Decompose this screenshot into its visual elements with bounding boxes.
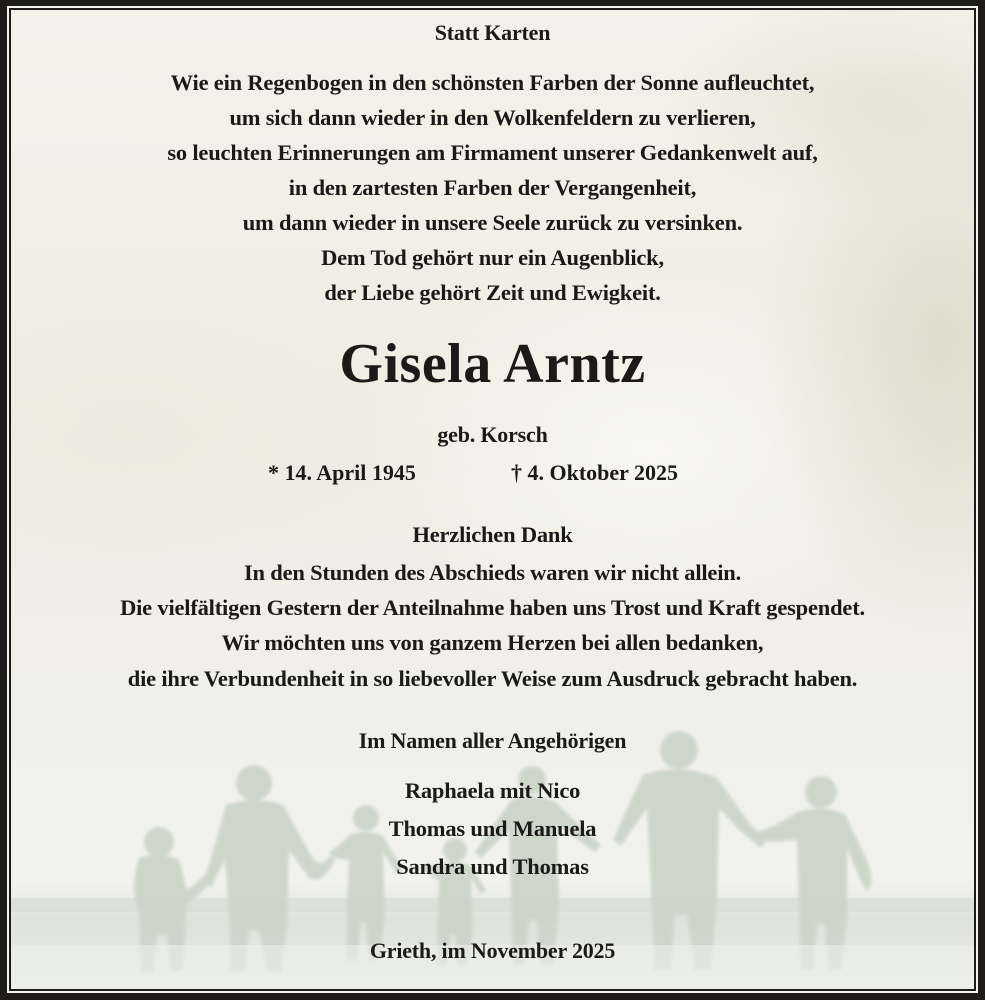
thanks-line: In den Stunden des Abschieds waren wir nicht allein. (243, 560, 741, 585)
place-date: Grieth, im November 2025 (369, 938, 616, 963)
poem-line: um sich dann wieder in den Wolkenfeldern zu verlieren, (229, 105, 756, 130)
notice-paper (11, 10, 974, 989)
poem-line: in den zartesten Farben der Vergangenheit, (288, 175, 697, 200)
mourner-name: Raphaela mit Nico (404, 778, 581, 803)
poem-line: Dem Tod gehört nur ein Augenblick, (321, 245, 664, 270)
maiden-name: geb. Korsch (437, 422, 548, 447)
poem-line: Wie ein Regenbogen in den schönsten Farben der Sonne aufleuchtet, (170, 70, 815, 95)
thanks-line: Wir möchten uns von ganzem Herzen bei allen bedanken, (221, 630, 764, 655)
mourner-name: Thomas und Manuela (388, 816, 597, 841)
poem-line: um dann wieder in unsere Seele zurück zu versinken. (242, 210, 743, 235)
header-statt-karten: Statt Karten (434, 20, 551, 45)
poem-line: so leuchten Erinnerungen am Firmament unserer Gedankenwelt auf, (167, 140, 818, 165)
death-date: † 4. Oktober 2025 (511, 460, 679, 485)
birth-date: * 14. April 1945 (268, 460, 416, 485)
thanks-line: die ihre Verbundenheit in so liebevoller Weise zum Ausdruck gebracht haben. (127, 666, 858, 691)
thanks-line: Die vielfältigen Gestern der Anteilnahme haben uns Trost und Kraft gespendet. (120, 595, 865, 620)
thanks-heading: Herzlichen Dank (412, 522, 573, 547)
signoff-intro: Im Namen aller Angehörigen (358, 728, 627, 753)
deceased-name: Gisela Arntz (339, 333, 646, 395)
notice-content (11, 10, 974, 989)
poem-line: der Liebe gehört Zeit und Ewigkeit. (324, 280, 661, 305)
mourner-name: Sandra und Thomas (396, 854, 589, 879)
